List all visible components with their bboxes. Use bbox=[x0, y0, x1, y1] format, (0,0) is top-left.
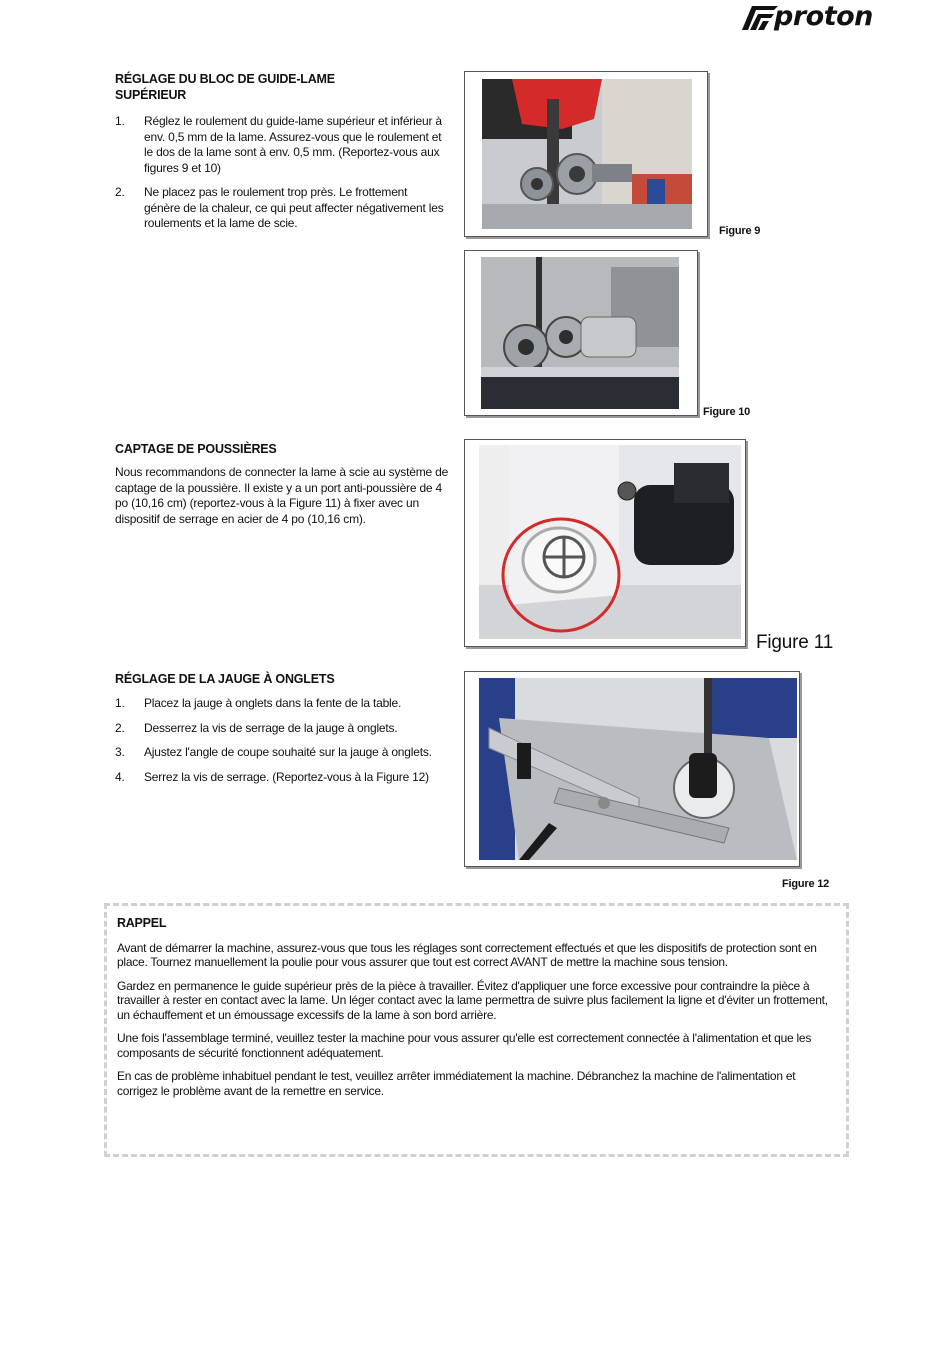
list-item: 1. Placez la jauge à onglets dans la fente de la table. bbox=[115, 696, 402, 710]
figure-9-caption: Figure 9 bbox=[719, 225, 761, 237]
brand-name: proton bbox=[774, 1, 873, 32]
reminder-paragraph: Une fois l'assemblage terminé, veuillez tester la machine pour vous assurer qu'elle est correctement connectée à l'alimentation et que les composants de sécurité fonctionnent adéquatement. bbox=[117, 1031, 812, 1060]
figure-9-photo bbox=[464, 71, 708, 237]
miter-heading: RÉGLAGE DE LA JAUGE À ONGLETS bbox=[115, 672, 335, 686]
miter-gauge-photo-icon bbox=[479, 678, 797, 860]
figure-12-photo bbox=[464, 671, 800, 867]
figure-11-caption: Figure 11 bbox=[756, 632, 834, 653]
blade-guide-heading: RÉGLAGE DU BLOC DE GUIDE-LAME SUPÉRIEUR bbox=[115, 72, 335, 102]
lower-bearing-photo-icon bbox=[481, 257, 679, 409]
proton-logo bbox=[738, 0, 888, 34]
figure-10-caption: Figure 10 bbox=[703, 406, 751, 418]
bearing-guide-photo-icon bbox=[482, 79, 692, 229]
figure-12-caption: Figure 12 bbox=[782, 878, 830, 890]
figure-11-photo bbox=[464, 439, 746, 647]
list-item: 2. Ne placez pas le roulement trop près. Le frottement génère de la chaleur, ce qui peut affecter négativement les roulements et la lame de scie. bbox=[115, 185, 444, 230]
reminder-title: RAPPEL bbox=[117, 916, 167, 930]
miter-steps bbox=[115, 696, 450, 794]
list-item: 3. Ajustez l'angle de coupe souhaité sur la jauge à onglets. bbox=[115, 745, 432, 759]
dust-heading: CAPTAGE DE POUSSIÈRES bbox=[115, 442, 277, 456]
list-item: 4. Serrez la vis de serrage. (Reportez-vous à la Figure 12) bbox=[115, 769, 429, 784]
list-item: 2. Desserrez la vis de serrage de la jauge à onglets. bbox=[115, 720, 398, 735]
list-item: 1. Réglez le roulement du guide-lame supérieur et inférieur à env. 0,5 mm de la lame. Assurez-vous que le roulement et le dos de la lame sont à env. 0,5 mm. (Reportez-vous aux figures 9 et 10) bbox=[115, 114, 442, 175]
reminder-paragraph: Gardez en permanence le guide supérieur près de la pièce à travailler. Évitez d'appliquer une force excessive pour contraindre la pièce à travailler à rester en contact avec la lame. Un léger contact avec la lame permettra de suivre plus facilement la ligne et d'éviter un frottement, un échauffement et un émoussage excessifs de la lame à son bord arrière. bbox=[117, 978, 828, 1022]
reminder-paragraph: En cas de problème inhabituel pendant le test, veuillez arrêter immédiatement la machine. Débranchez la machine de l'alimentation et corrigez le problème avant de la remettre en service. bbox=[117, 1069, 796, 1098]
reminder-box bbox=[104, 903, 849, 1157]
reminder-paragraph: Avant de démarrer la machine, assurez-vous que tous les réglages sont correctement effectués et que les dispositifs de protection sont en place. Tournez manuellement la poulie pour vous assurer que tout est correct AVANT de mettre la machine sous tension. bbox=[117, 940, 817, 969]
dust-port-photo-icon bbox=[479, 445, 741, 639]
logo-swoosh-icon bbox=[738, 0, 778, 34]
figure-10-photo bbox=[464, 250, 698, 416]
blade-guide-steps bbox=[115, 114, 445, 241]
dust-paragraph: Nous recommandons de connecter la lame à scie au système de captage de la poussière. Il existe y a un port anti-poussière de 4 po (10,16 cm) (reportez-vous à la Figure 11) à fixer avec un dispositif de serrage en acier de 4 po (10,16 cm). bbox=[115, 465, 449, 526]
